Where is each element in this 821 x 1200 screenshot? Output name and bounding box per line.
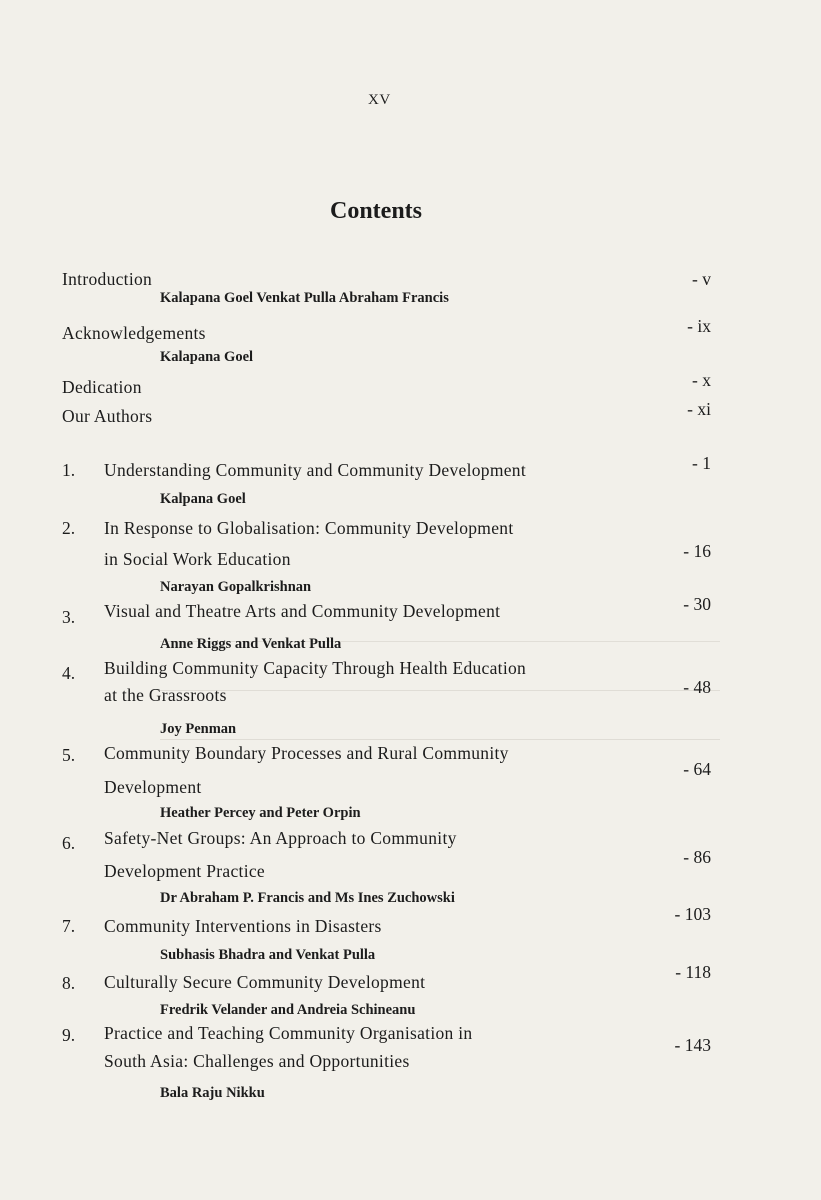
toc-entry-author: Kalapana Goel Venkat Pulla Abraham Francis — [160, 290, 449, 306]
chapter-number: 3. — [62, 607, 76, 627]
chapter-page: - 64 — [683, 759, 711, 779]
chapter-author: Joy Penman — [160, 721, 237, 737]
toc-entry-page: - v — [692, 269, 711, 289]
chapter-title-line: Safety-Net Groups: An Approach to Community — [104, 828, 457, 848]
chapter-author: Kalpana Goel — [160, 491, 246, 507]
chapter-title-line: in Social Work Education — [104, 549, 291, 569]
toc-entry-title: Dedication — [62, 377, 142, 397]
chapter-title-line: Community Interventions in Disasters — [104, 916, 382, 936]
chapter-page: - 103 — [674, 904, 711, 924]
chapter-author: Anne Riggs and Venkat Pulla — [160, 636, 342, 652]
chapter-number: 9. — [62, 1025, 76, 1045]
chapter-title-line: Understanding Community and Community Development — [104, 460, 527, 480]
toc-entry-title: Introduction — [62, 269, 153, 289]
chapter-author: Bala Raju Nikku — [160, 1085, 265, 1101]
chapter-number: 2. — [62, 518, 76, 538]
chapter-page: - 30 — [683, 594, 711, 614]
chapter-number: 4. — [62, 663, 76, 683]
toc-entry-author: Kalapana Goel — [160, 349, 254, 365]
chapter-number: 6. — [62, 833, 76, 853]
chapter-title-line: Practice and Teaching Community Organisation in — [104, 1023, 473, 1043]
chapter-author: Dr Abraham P. Francis and Ms Ines Zuchowski — [160, 890, 455, 906]
page-title: Contents — [330, 198, 423, 224]
chapter-page: - 86 — [683, 847, 711, 867]
chapter-author: Heather Percey and Peter Orpin — [160, 805, 361, 821]
chapter-title-line: Building Community Capacity Through Health Education — [104, 658, 527, 678]
chapter-title-line: South Asia: Challenges and Opportunities — [104, 1051, 410, 1071]
chapter-title-line: at the Grassroots — [104, 685, 227, 705]
chapter-page: - 48 — [683, 677, 711, 697]
chapter-title-line: Culturally Secure Community Development — [104, 972, 426, 992]
chapter-page: - 16 — [683, 541, 711, 561]
chapter-number: 7. — [62, 916, 76, 936]
chapter-title-line: Development — [104, 777, 202, 797]
chapter-page: - 1 — [692, 453, 711, 473]
chapter-title-line: In Response to Globalisation: Community Development — [104, 518, 514, 538]
chapter-title-line: Development Practice — [104, 861, 266, 881]
chapter-number: 8. — [62, 973, 76, 993]
page-number: XV — [368, 92, 391, 108]
chapter-author: Fredrik Velander and Andreia Schineanu — [160, 1002, 416, 1018]
toc-entry-title: Acknowledgements — [62, 323, 206, 343]
chapter-page: - 143 — [674, 1035, 711, 1055]
chapter-author: Subhasis Bhadra and Venkat Pulla — [160, 947, 376, 963]
chapter-page: - 118 — [675, 962, 711, 982]
chapter-title-line: Visual and Theatre Arts and Community Development — [104, 601, 501, 621]
chapter-title-line: Community Boundary Processes and Rural Community — [104, 743, 509, 763]
toc-entry-page: - xi — [687, 399, 711, 419]
toc-entry-page: - x — [692, 370, 711, 390]
toc-entry-title: Our Authors — [62, 406, 153, 426]
toc-entry-page: - ix — [687, 316, 711, 336]
chapter-number: 5. — [62, 745, 76, 765]
chapter-author: Narayan Gopalkrishnan — [160, 579, 312, 595]
chapter-number: 1. — [62, 460, 76, 480]
